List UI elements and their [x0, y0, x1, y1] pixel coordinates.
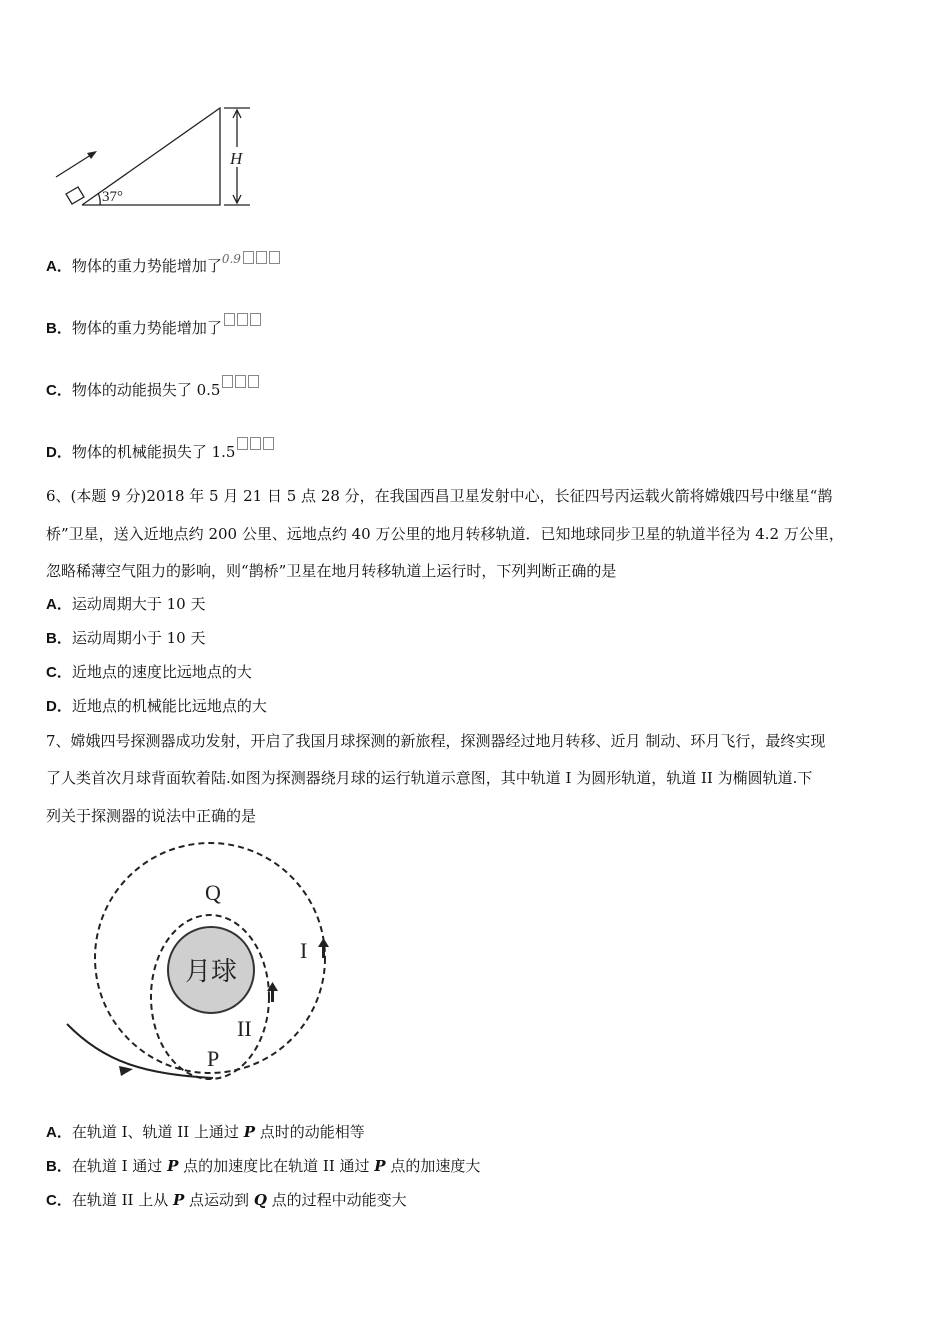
- height-label: H: [230, 149, 243, 168]
- label-ii: II: [237, 1016, 252, 1041]
- q6-option-b: B．运动周期小于 10 天: [46, 629, 206, 647]
- missing-glyph-icon: [237, 435, 276, 455]
- q5-a-value: 0.9: [221, 252, 241, 266]
- velocity-arrow: [56, 153, 94, 177]
- q6-option-d: D．近地点的机械能比远地点的大: [46, 697, 267, 715]
- label-q: Q: [205, 880, 221, 905]
- label-p: P: [207, 1046, 220, 1071]
- orbit-i-arrow-icon: [318, 938, 329, 947]
- q7-stem-line1: 7、嫦娥四号探测器成功发射，开启了我国月球探测的新旅程，探测器经过地月转移、近月 制动、环月飞行，最终实现: [46, 732, 826, 750]
- approach-trajectory: [67, 1024, 213, 1078]
- angle-label: 37°: [102, 189, 123, 205]
- missing-glyph-icon: [243, 249, 282, 269]
- q6-stem-line2: 桥”卫星，送入近地点约 200 公里、远地点约 40 万公里的地月转移轨道．已知地球同步卫星的轨道半径为 4.2 万公里，: [46, 525, 844, 543]
- q6-stem-line1: 6、(本题 9 分)2018 年 5 月 21 日 5 点 28 分，在我国西昌卫星发射中心，长征四号丙运载火箭将嫦娥四号中继星“鹊: [46, 487, 833, 505]
- q5-option-c: C．物体的动能损失了 0.5: [46, 373, 261, 401]
- q5-option-b: B．物体的重力势能增加了: [46, 311, 263, 339]
- orbit-figure: [55, 838, 355, 1088]
- q7-number: 7、: [46, 732, 71, 750]
- q5-option-d: D．物体的机械能损失了 1.5: [46, 435, 276, 463]
- approach-arrow-icon: [119, 1066, 133, 1076]
- q6-number: 6、: [46, 487, 71, 505]
- q7-stem-line3: 列关于探测器的说法中正确的是: [46, 807, 257, 825]
- missing-glyph-icon: [224, 311, 263, 331]
- block: [66, 187, 84, 204]
- q7-option-c: C．在轨道 II 上从 P 点运动到 Q 点的过程中动能变大: [46, 1191, 407, 1209]
- q7-stem-line2: 了人类首次月球背面软着陆.如图为探测器绕月球的运行轨道示意图，其中轨道 I 为圆形轨道，轨道 II 为椭圆轨道.下: [46, 769, 813, 787]
- missing-glyph-icon: [222, 373, 261, 393]
- q7-option-b: B．在轨道 I 通过 P 点的加速度比在轨道 II 通过 P 点的加速度大: [46, 1157, 481, 1175]
- label-i: I: [300, 938, 308, 963]
- q7-option-a: A．在轨道 I、轨道 II 上通过 P 点时的动能相等: [46, 1123, 365, 1141]
- q5-option-a: A．物体的重力势能增加了$^{0.9}$: [46, 249, 282, 277]
- q6-option-a: A．运动周期大于 10 天: [46, 595, 206, 613]
- incline-figure: [40, 95, 270, 220]
- moon-label: 月球: [184, 957, 238, 986]
- q6-stem-line3: 忽略稀薄空气阻力的影响，则“鹊桥”卫星在地月转移轨道上运行时，下列判断正确的是: [46, 562, 617, 580]
- q6-option-c: C．近地点的速度比远地点的大: [46, 663, 252, 681]
